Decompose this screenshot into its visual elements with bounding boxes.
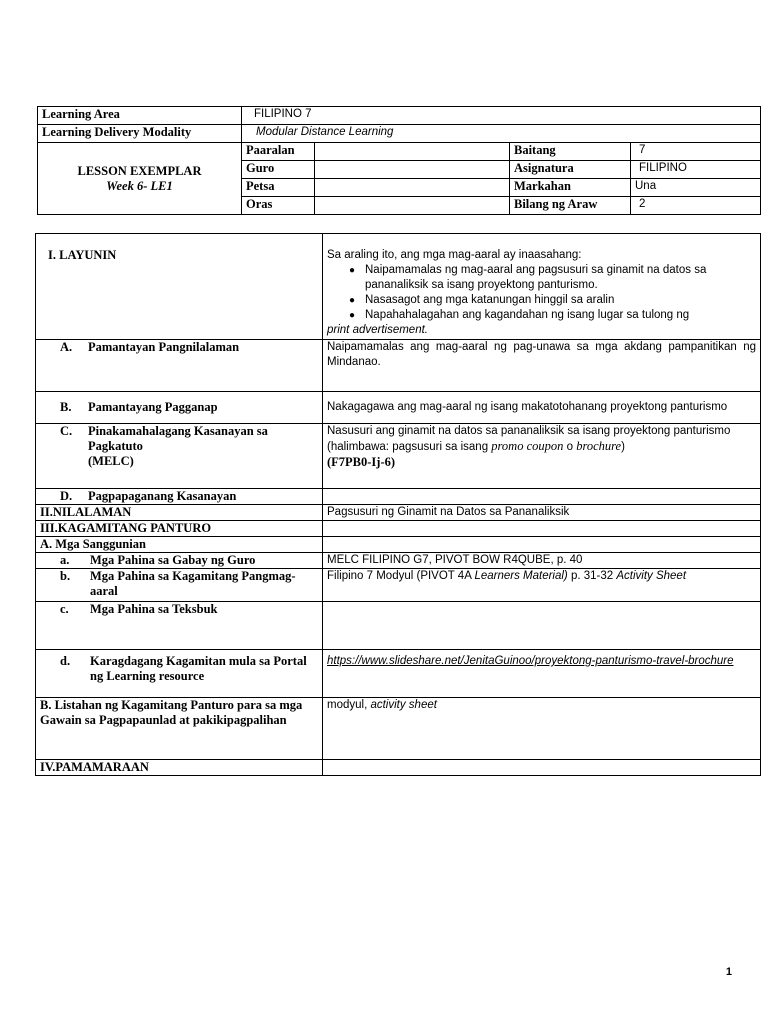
pagpapaganang-label [36, 489, 323, 505]
pamantayan-pangnilalaman-value: Naipamamalas ang mag-aaral ng pag-unawa sa mga akdang pampanitikan ng Mindanao. [323, 340, 761, 392]
modality-label: Learning Delivery Modality [38, 125, 242, 143]
sanggunian-value [323, 537, 761, 553]
teksbuk-value [323, 602, 761, 650]
listahan-italic: activity sheet [370, 699, 437, 711]
listahan-text: modyul, [327, 699, 371, 711]
melc-value [323, 424, 761, 489]
objective-italic: print advertisement. [327, 324, 428, 336]
field-value [315, 143, 510, 161]
field-label: Petsa [242, 179, 315, 197]
objective-item: ● Nasasagot ang mga katanungan hinggil sa aralin [351, 293, 756, 308]
sanggunian-label: A. Mga Sanggunian [36, 537, 323, 553]
field-value [315, 179, 510, 197]
item-marker: d. [60, 654, 71, 668]
field-value: 2 [631, 197, 761, 215]
item-marker: A. [60, 340, 73, 354]
field-value [315, 197, 510, 215]
item-marker: B. [60, 400, 72, 414]
field-label: Bilang ng Araw [510, 197, 631, 215]
nilalaman-label: II.NILALAMAN [36, 505, 323, 521]
item-label: Pagpapaganang Kasanayan [88, 489, 237, 503]
kagamitang-pangmag-aaral-value [323, 569, 761, 602]
melc-italic: brochure [576, 439, 622, 453]
teksbuk-label [36, 602, 323, 650]
pamamaraan-value [323, 760, 761, 776]
modyul-text: Filipino 7 Modyul (PIVOT 4A [327, 570, 475, 582]
listahan-value [323, 698, 761, 760]
portal-link[interactable]: https://www.slideshare.net/JenitaGuinoo/proyektong-panturismo-travel-brochure [323, 650, 761, 698]
field-label: Markahan [510, 179, 631, 197]
modyul-text: p. 31-32 [567, 570, 617, 582]
learning-area-label: Learning Area [38, 107, 242, 125]
exemplar-title: LESSON EXEMPLAR [77, 163, 202, 178]
modyul-italic: Activity Sheet [616, 570, 687, 582]
item-marker: C. [60, 424, 73, 438]
learning-area-value: FILIPINO 7 [242, 107, 761, 125]
objective-item: ● Napahahalagahan ang kagandahan ng isang lugar sa tulong ng [351, 308, 756, 323]
field-value [315, 161, 510, 179]
layunin-label: I. LAYUNIN [36, 234, 323, 340]
item-label-2: (MELC) [88, 454, 134, 468]
melc-text: Nasusuri ang ginamit na datos sa pananaliksik sa isang proyektong panturismo (halimbawa: pagsusuri sa isang [327, 425, 731, 453]
field-label: Oras [242, 197, 315, 215]
lesson-table [35, 233, 761, 776]
pagpapaganang-value [323, 489, 761, 505]
kagamitang-pangmag-aaral-label [36, 569, 323, 602]
portal-label [36, 650, 323, 698]
page-number: 1 [725, 966, 732, 978]
item-label: Mga Pahina sa Kagamitang Pangmag-aaral [90, 569, 296, 598]
gabay-guro-label [36, 553, 323, 569]
field-label: Asignatura [510, 161, 631, 179]
modality-value: Modular Distance Learning [242, 125, 761, 143]
melc-italic: promo coupon [491, 439, 564, 453]
item-label: Pamantayang Pagganap [88, 400, 218, 414]
kagamitan-value [323, 521, 761, 537]
field-value: 7 [631, 143, 761, 161]
layunin-content [323, 234, 761, 340]
melc-label [36, 424, 323, 489]
header-table [37, 106, 761, 215]
item-marker: c. [60, 602, 69, 616]
item-label: Karagdagang Kagamitan mula sa Portal ng Learning resource [90, 654, 307, 683]
kagamitan-label: III.KAGAMITANG PANTURO [36, 521, 323, 537]
pamantayang-pagganap-label [36, 392, 323, 424]
item-marker: a. [60, 553, 70, 567]
exemplar-week: Week 6- LE1 [106, 178, 173, 193]
melc-code: (F7PB0-Ij-6) [327, 455, 396, 469]
field-label: Guro [242, 161, 315, 179]
item-label: Mga Pahina sa Teksbuk [90, 602, 218, 616]
pamantayang-pagganap-value: Nakagagawa ang mag-aaral ng isang makatotohanang proyektong panturismo [323, 392, 761, 424]
item-label: Pinakamahalagang Kasanayan sa Pagkatuto [88, 424, 268, 453]
nilalaman-value: Pagsusuri ng Ginamit na Datos sa Pananaliksik [323, 505, 761, 521]
gabay-guro-value: MELC FILIPINO G7, PIVOT BOW R4QUBE, p. 40 [323, 553, 761, 569]
objective-item: ● Naipamamalas ng mag-aaral ang pagsusuri sa ginamit na datos sa pananaliksik sa isang proyektong panturismo. [351, 263, 756, 293]
pamantayan-pangnilalaman-label [36, 340, 323, 392]
pamamaraan-label: IV.PAMAMARAAN [36, 760, 323, 776]
field-label: Paaralan [242, 143, 315, 161]
lesson-exemplar-cell [38, 143, 242, 215]
objectives-list [327, 263, 756, 323]
layunin-intro: Sa araling ito, ang mga mag-aaral ay inaasahang: [327, 249, 582, 261]
item-marker: b. [60, 569, 71, 583]
listahan-label: B. Listahan ng Kagamitang Panturo para sa mga Gawain sa Pagpapaunlad at pakikipagpalihan [36, 698, 323, 760]
melc-text: ) [621, 441, 625, 453]
field-value: Una [631, 179, 761, 197]
field-value: FILIPINO [631, 161, 761, 179]
field-label: Baitang [510, 143, 631, 161]
item-marker: D. [60, 489, 73, 503]
melc-text: o [563, 441, 577, 453]
item-label: Pamantayan Pangnilalaman [88, 340, 240, 354]
modyul-italic: Learners Material) [474, 570, 568, 582]
item-label: Mga Pahina sa Gabay ng Guro [90, 553, 256, 567]
